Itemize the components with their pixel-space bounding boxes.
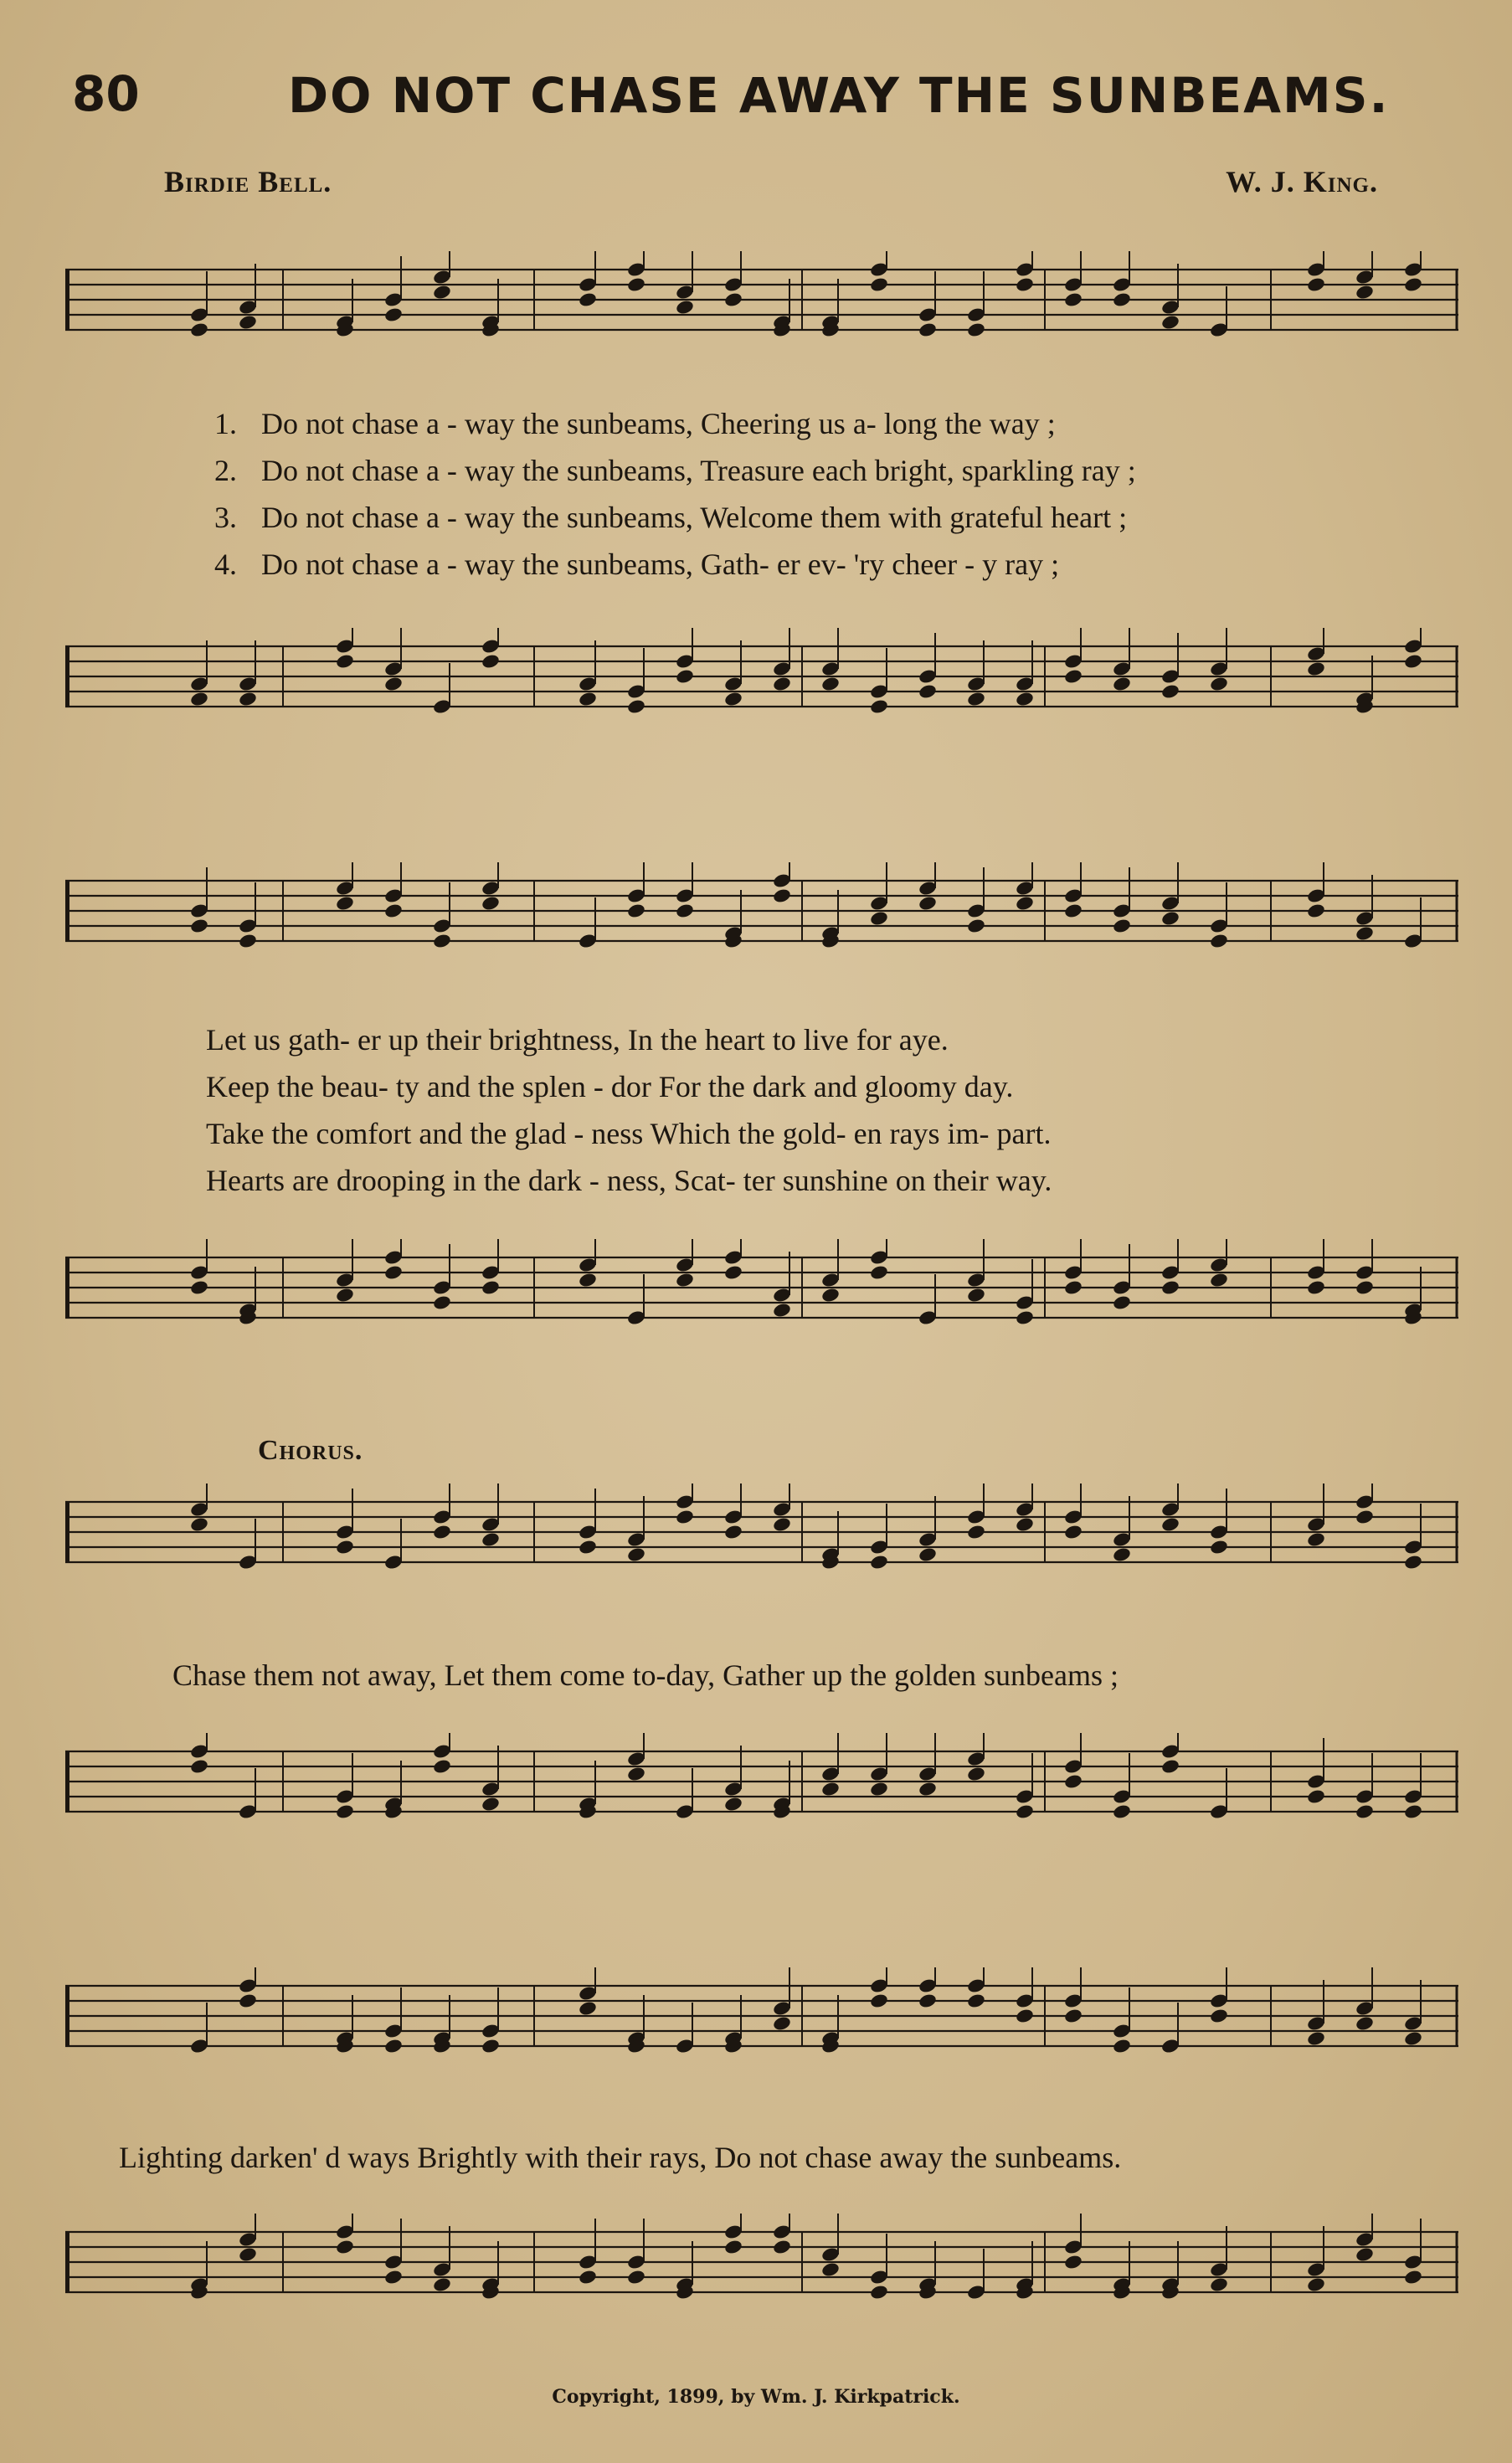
- page-header: [72, 65, 1440, 132]
- page-number: 80: [72, 65, 140, 122]
- verse-line: Hearts are drooping in the dark - ness, Scat- ter sunshine on their way.: [206, 1164, 1052, 1197]
- music-staff-treble: [65, 862, 1463, 980]
- verse-line: Let us gath- er up their brightness, In the heart to live for aye.: [206, 1023, 949, 1057]
- music-staff-bass: [65, 628, 1463, 745]
- chorus-line: Chase them not away, Let them come to-day, Gather up the golden sunbeams ;: [172, 1658, 1119, 1692]
- music-staff-treble: [65, 251, 1463, 368]
- chorus-line: Lighting darken' d ways Brightly with their rays, Do not chase away the sunbeams.: [119, 2141, 1122, 2174]
- chorus-label: Chorus.: [258, 1435, 363, 1466]
- music-staff-bass: [65, 2214, 1463, 2331]
- song-title: DO NOT CHASE AWAY THE SUNBEAMS.: [288, 67, 1390, 124]
- music-staff-treble: [65, 1483, 1463, 1601]
- verse-line: 4. Do not chase a - way the sunbeams, Gath- er ev- 'ry cheer - y ray ;: [214, 548, 1060, 581]
- verse-block-part1: [214, 400, 1136, 588]
- verse-line: 2. Do not chase a - way the sunbeams, Treasure each bright, sparkling ray ;: [214, 454, 1136, 487]
- verse-line: 3. Do not chase a - way the sunbeams, Welcome them with grateful heart ;: [214, 501, 1128, 534]
- verse-block-part2: [206, 1016, 1052, 1204]
- composer-credit: W. J. King.: [1226, 165, 1378, 198]
- lyricist-credit: Birdie Bell.: [164, 165, 332, 198]
- music-staff-treble: [65, 1967, 1463, 2085]
- verse-line: 1. Do not chase a - way the sunbeams, Cheering us a- long the way ;: [214, 407, 1056, 440]
- music-staff-bass: [65, 1733, 1463, 1850]
- copyright-notice: Copyright, 1899, by Wm. J. Kirkpatrick.: [552, 2386, 960, 2408]
- music-staff-bass: [65, 1239, 1463, 1356]
- verse-line: Take the comfort and the glad - ness Which the gold- en rays im- part.: [206, 1117, 1052, 1150]
- verse-line: Keep the beau- ty and the splen - dor For the dark and gloomy day.: [206, 1070, 1014, 1103]
